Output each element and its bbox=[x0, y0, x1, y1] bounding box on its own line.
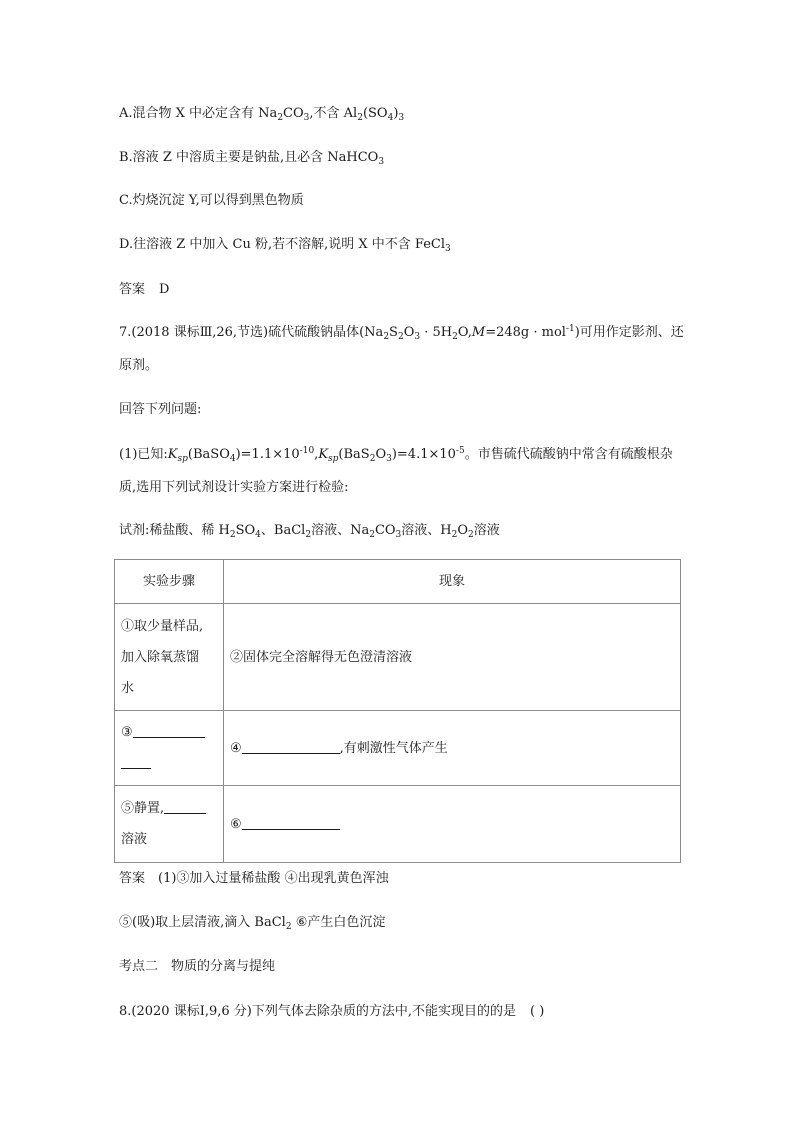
step-cell: ⑤静置, 溶液 bbox=[115, 786, 224, 863]
answer-q7-line2: ⑤(吸)取上层清液,滴入 BaCl$_2$ ⑥产生白色沉淀 bbox=[119, 915, 386, 932]
table-row bbox=[115, 786, 681, 863]
step-cell: ③ bbox=[115, 711, 224, 786]
observation-cell: ④ ,有刺激性气体产生 bbox=[224, 711, 681, 786]
observation-cell: ⑥ bbox=[224, 786, 681, 863]
answer-label: 答案 bbox=[119, 871, 146, 886]
option-a: A.混合物 X 中必定含有 $Na_2CO_3$,不含 $Al_2(SO_4)_3$ bbox=[119, 106, 405, 123]
answer-blank[interactable] bbox=[121, 754, 151, 769]
q7-part1-line2: 质,选用下列试剂设计实验方案进行检验: bbox=[119, 480, 349, 495]
option-b: B.溶液 Z 中溶质主要是钠盐,且必含 NaHCO$_3$ bbox=[119, 150, 385, 167]
q7-part1-line1: (1)已知$:K_{sp}(BaSO_4)=1.1\times 10^{-10},K_{sp}(BaS_2O_3)=4.1\times 10^{-5}$。市售硫代硫酸钠中常含有硫酸根杂 bbox=[119, 446, 673, 464]
table-header-row bbox=[115, 560, 681, 604]
table-row bbox=[115, 711, 681, 786]
q8-stem: 8.(2020 课标Ⅰ,9,6 分)下列气体去除杂质的方法中,不能实现目的的是 ( ) bbox=[119, 1004, 545, 1019]
option-d: D.往溶液 Z 中加入 Cu 粉,若不溶解,说明 X 中不含 FeCl$_3$ bbox=[119, 237, 451, 254]
q7-prompt: 回答下列问题: bbox=[119, 402, 202, 417]
experiment-table bbox=[114, 559, 681, 863]
step-cell: ①取少量样品, 加入除氧蒸馏 水 bbox=[115, 604, 224, 711]
answer-blank[interactable] bbox=[242, 815, 340, 830]
header-step: 实验步骤 bbox=[115, 560, 224, 604]
answer-blank[interactable] bbox=[133, 723, 205, 738]
option-c: C.灼烧沉淀 Y,可以得到黑色物质 bbox=[119, 193, 304, 208]
answer-q6 bbox=[119, 281, 169, 299]
answer-label: 答案 bbox=[119, 282, 146, 297]
answer-value: D bbox=[159, 282, 170, 297]
q7-reagents: 试剂:稀盐酸、稀 $H_2SO_4$、BaCl$_2$溶液、$Na_2CO_3$溶液、$H_2O_2$溶液 bbox=[119, 523, 500, 540]
answer-blank[interactable] bbox=[242, 739, 340, 754]
header-observation: 现象 bbox=[224, 560, 681, 604]
answer-paren: ( ) bbox=[529, 1004, 545, 1019]
table-row bbox=[115, 604, 681, 711]
q7-stem-line2: 原剂。 bbox=[119, 358, 159, 373]
observation-cell: ②固体完全溶解得无色澄清溶液 bbox=[224, 604, 681, 711]
answer-q7-line1: 答案 (1)③加入过量稀盐酸 ④出现乳黄色浑浊 bbox=[119, 871, 389, 886]
section-heading: 考点二 物质的分离与提纯 bbox=[119, 959, 276, 974]
answer-blank[interactable] bbox=[164, 799, 206, 814]
q7-stem-line1: 7.(2018 课标Ⅲ,26,节选)硫代硫酸钠晶体$(Na_2S_2O_3 \cdot 5H_2O,M=248g \cdot mol^{-1})$可用作定影剂、还 bbox=[119, 324, 684, 342]
